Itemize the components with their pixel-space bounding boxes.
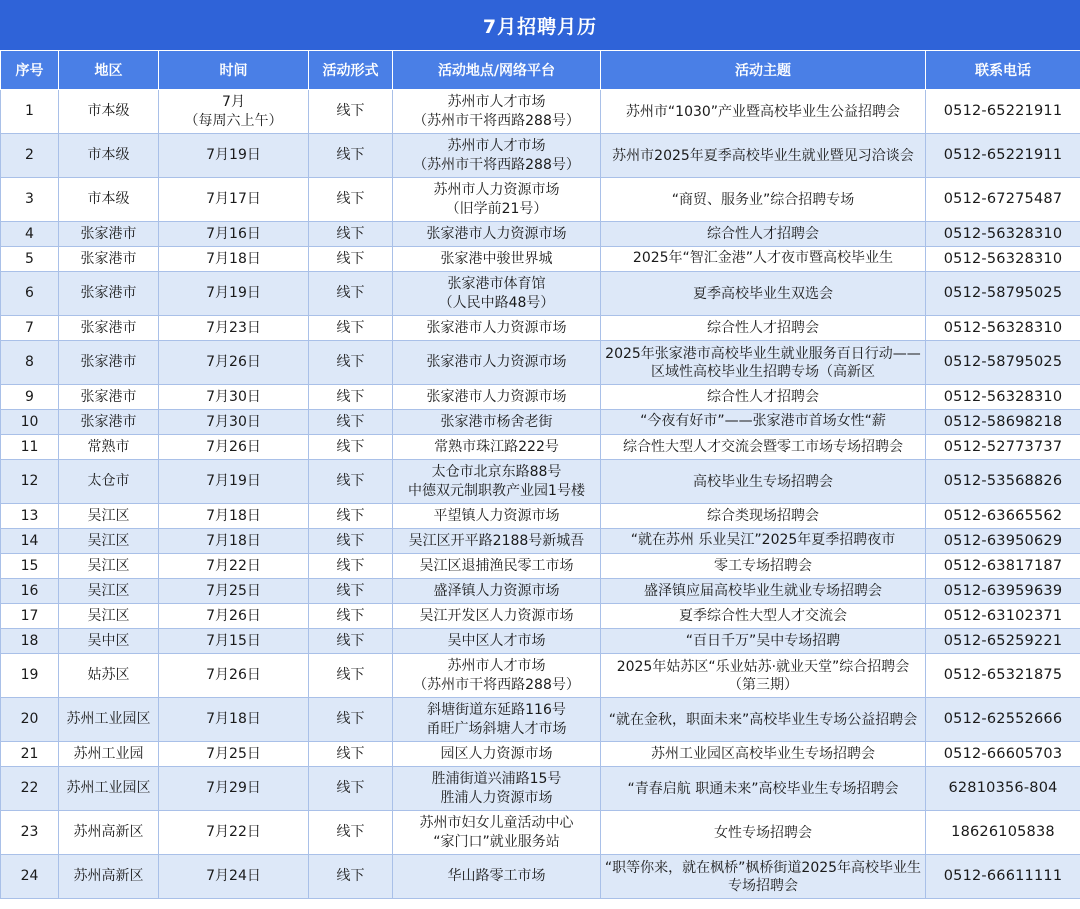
row-time: 7月29日 bbox=[159, 767, 309, 811]
row-venue: 盛泽镇人力资源市场 bbox=[393, 579, 601, 604]
row-form: 线下 bbox=[309, 811, 393, 855]
row-region: 苏州工业园区 bbox=[59, 698, 159, 742]
row-time: 7月23日 bbox=[159, 316, 309, 341]
header-venue: 活动地点/网络平台 bbox=[393, 51, 601, 90]
table-row bbox=[1, 460, 1080, 504]
row-form: 线下 bbox=[309, 554, 393, 579]
table-row bbox=[1, 767, 1080, 811]
row-index: 5 bbox=[1, 247, 59, 272]
row-topic-text: “今夜有好市”——张家港市首场女性“薪 bbox=[640, 413, 886, 429]
table-row bbox=[1, 385, 1080, 410]
row-topic-text: 2025年“智汇金港”人才夜市暨高校毕业生 bbox=[632, 250, 894, 266]
row-index: 7 bbox=[1, 316, 59, 341]
row-region: 吴江区 bbox=[59, 604, 159, 629]
row-form: 线下 bbox=[309, 460, 393, 504]
row-index: 3 bbox=[1, 178, 59, 222]
row-topic: “就在金秋，职面未来”高校毕业生专场公益招聘会 bbox=[601, 698, 926, 742]
row-phone: 0512-56328310 bbox=[926, 316, 1080, 341]
row-region: 吴江区 bbox=[59, 554, 159, 579]
row-region: 太仓市 bbox=[59, 460, 159, 504]
row-index: 20 bbox=[1, 698, 59, 742]
table-row bbox=[1, 579, 1080, 604]
row-time: 7月18日 bbox=[159, 504, 309, 529]
row-time: 7月30日 bbox=[159, 385, 309, 410]
row-venue: 苏州市人才市场 （苏州市干将西路288号） bbox=[393, 90, 601, 134]
row-time: 7月15日 bbox=[159, 629, 309, 654]
row-form: 线下 bbox=[309, 222, 393, 247]
row-topic: 苏州工业园区高校毕业生专场招聘会 bbox=[601, 742, 926, 767]
row-venue: 张家港市人力资源市场 bbox=[393, 316, 601, 341]
row-venue: 张家港市人力资源市场 bbox=[393, 385, 601, 410]
row-index: 15 bbox=[1, 554, 59, 579]
row-phone: 0512-58698218 bbox=[926, 410, 1080, 435]
row-venue: 苏州市人才市场 （苏州市干将西路288号） bbox=[393, 654, 601, 698]
row-venue: 苏州市人才市场 （苏州市干将西路288号） bbox=[393, 134, 601, 178]
row-time: 7月25日 bbox=[159, 742, 309, 767]
row-index: 13 bbox=[1, 504, 59, 529]
header-phone: 联系电话 bbox=[926, 51, 1080, 90]
row-form: 线下 bbox=[309, 579, 393, 604]
row-region: 常熟市 bbox=[59, 435, 159, 460]
row-form: 线下 bbox=[309, 316, 393, 341]
row-index: 16 bbox=[1, 579, 59, 604]
row-form: 线下 bbox=[309, 272, 393, 316]
row-venue: 吴江开发区人力资源市场 bbox=[393, 604, 601, 629]
table-row bbox=[1, 341, 1080, 385]
table-row bbox=[1, 222, 1080, 247]
row-form: 线下 bbox=[309, 435, 393, 460]
row-form: 线下 bbox=[309, 90, 393, 134]
row-region: 吴江区 bbox=[59, 529, 159, 554]
row-index: 1 bbox=[1, 90, 59, 134]
row-index: 19 bbox=[1, 654, 59, 698]
row-phone: 0512-63665562 bbox=[926, 504, 1080, 529]
row-topic: “青春启航 职通未来”高校毕业生专场招聘会 bbox=[601, 767, 926, 811]
row-time: 7月26日 bbox=[159, 435, 309, 460]
row-topic bbox=[601, 247, 926, 272]
row-phone: 18626105838 bbox=[926, 811, 1080, 855]
table-row bbox=[1, 134, 1080, 178]
row-form: 线下 bbox=[309, 410, 393, 435]
row-venue: 园区人力资源市场 bbox=[393, 742, 601, 767]
row-topic: 苏州市2025年夏季高校毕业生就业暨见习洽谈会 bbox=[601, 134, 926, 178]
row-time: 7月25日 bbox=[159, 579, 309, 604]
row-form: 线下 bbox=[309, 742, 393, 767]
table-row bbox=[1, 435, 1080, 460]
table-row bbox=[1, 698, 1080, 742]
row-topic: 夏季高校毕业生双选会 bbox=[601, 272, 926, 316]
table-row bbox=[1, 654, 1080, 698]
row-venue: 吴中区人才市场 bbox=[393, 629, 601, 654]
row-form: 线下 bbox=[309, 178, 393, 222]
row-index: 21 bbox=[1, 742, 59, 767]
row-phone: 0512-56328310 bbox=[926, 247, 1080, 272]
row-region: 市本级 bbox=[59, 134, 159, 178]
row-phone: 0512-67275487 bbox=[926, 178, 1080, 222]
row-venue: 张家港市人力资源市场 bbox=[393, 222, 601, 247]
table-row bbox=[1, 316, 1080, 341]
row-topic: 2025年张家港市高校毕业生就业服务百日行动——区域性高校毕业生招聘专场（高新区 bbox=[601, 341, 926, 385]
row-form: 线下 bbox=[309, 698, 393, 742]
table-row bbox=[1, 554, 1080, 579]
row-region: 姑苏区 bbox=[59, 654, 159, 698]
header-form: 活动形式 bbox=[309, 51, 393, 90]
row-form: 线下 bbox=[309, 385, 393, 410]
table-row bbox=[1, 529, 1080, 554]
table-row bbox=[1, 504, 1080, 529]
row-form: 线下 bbox=[309, 604, 393, 629]
row-topic: 盛泽镇应届高校毕业生就业专场招聘会 bbox=[601, 579, 926, 604]
row-index: 18 bbox=[1, 629, 59, 654]
row-topic bbox=[601, 529, 926, 554]
row-time: 7月19日 bbox=[159, 272, 309, 316]
row-form: 线下 bbox=[309, 341, 393, 385]
row-time: 7月18日 bbox=[159, 529, 309, 554]
table-row bbox=[1, 742, 1080, 767]
row-index: 11 bbox=[1, 435, 59, 460]
row-topic: “百日千万”吴中专场招聘 bbox=[601, 629, 926, 654]
table-row bbox=[1, 855, 1080, 899]
header-topic: 活动主题 bbox=[601, 51, 926, 90]
row-region: 张家港市 bbox=[59, 247, 159, 272]
row-topic: 2025年姑苏区“乐业姑苏·就业天堂”综合招聘会（第三期） bbox=[601, 654, 926, 698]
row-index: 14 bbox=[1, 529, 59, 554]
row-venue: 吴江区退捕渔民零工市场 bbox=[393, 554, 601, 579]
row-index: 10 bbox=[1, 410, 59, 435]
row-venue: 张家港市人力资源市场 bbox=[393, 341, 601, 385]
row-time: 7月19日 bbox=[159, 460, 309, 504]
row-index: 8 bbox=[1, 341, 59, 385]
row-topic: 高校毕业生专场招聘会 bbox=[601, 460, 926, 504]
row-phone: 0512-65221911 bbox=[926, 90, 1080, 134]
row-form: 线下 bbox=[309, 134, 393, 178]
row-topic: 夏季综合性大型人才交流会 bbox=[601, 604, 926, 629]
row-form: 线下 bbox=[309, 247, 393, 272]
row-region: 张家港市 bbox=[59, 385, 159, 410]
table-row bbox=[1, 178, 1080, 222]
row-phone: 0512-58795025 bbox=[926, 272, 1080, 316]
row-time: 7月30日 bbox=[159, 410, 309, 435]
row-topic bbox=[601, 410, 926, 435]
table-row bbox=[1, 90, 1080, 134]
row-topic: 综合性人才招聘会 bbox=[601, 316, 926, 341]
row-phone: 0512-56328310 bbox=[926, 385, 1080, 410]
row-topic: 女性专场招聘会 bbox=[601, 811, 926, 855]
row-time: 7月 （每周六上午） bbox=[159, 90, 309, 134]
row-venue: 张家港市体育馆 （人民中路48号） bbox=[393, 272, 601, 316]
row-venue: 斜塘街道东延路116号 甬旺广场斜塘人才市场 bbox=[393, 698, 601, 742]
row-phone: 0512-53568826 bbox=[926, 460, 1080, 504]
row-phone: 0512-62552666 bbox=[926, 698, 1080, 742]
row-time: 7月22日 bbox=[159, 554, 309, 579]
row-form: 线下 bbox=[309, 654, 393, 698]
row-index: 17 bbox=[1, 604, 59, 629]
row-time: 7月17日 bbox=[159, 178, 309, 222]
row-venue: 苏州市人力资源市场 （旧学前21号） bbox=[393, 178, 601, 222]
row-form: 线下 bbox=[309, 504, 393, 529]
row-topic: 零工专场招聘会 bbox=[601, 554, 926, 579]
row-phone: 0512-63959639 bbox=[926, 579, 1080, 604]
row-time: 7月16日 bbox=[159, 222, 309, 247]
row-region: 市本级 bbox=[59, 178, 159, 222]
table-row bbox=[1, 410, 1080, 435]
row-form: 线下 bbox=[309, 629, 393, 654]
page-title: 7月招聘月历 bbox=[0, 0, 1080, 50]
row-venue: 胜浦街道兴浦路15号 胜浦人力资源市场 bbox=[393, 767, 601, 811]
row-topic: “商贸、服务业”综合招聘专场 bbox=[601, 178, 926, 222]
row-region: 吴江区 bbox=[59, 504, 159, 529]
row-index: 24 bbox=[1, 855, 59, 899]
row-time: 7月19日 bbox=[159, 134, 309, 178]
row-index: 4 bbox=[1, 222, 59, 247]
row-region: 张家港市 bbox=[59, 272, 159, 316]
row-region: 苏州工业园区 bbox=[59, 767, 159, 811]
row-time: 7月26日 bbox=[159, 654, 309, 698]
row-phone: 0512-66611111 bbox=[926, 855, 1080, 899]
row-phone: 0512-65321875 bbox=[926, 654, 1080, 698]
row-venue: 苏州市妇女儿童活动中心 “家门口”就业服务站 bbox=[393, 811, 601, 855]
row-phone: 0512-66605703 bbox=[926, 742, 1080, 767]
row-phone: 62810356-804 bbox=[926, 767, 1080, 811]
row-time: 7月22日 bbox=[159, 811, 309, 855]
row-time: 7月26日 bbox=[159, 604, 309, 629]
row-index: 23 bbox=[1, 811, 59, 855]
row-topic-text: “就在苏州 乐业吴江”2025年夏季招聘夜市 bbox=[630, 532, 896, 548]
row-phone: 0512-65221911 bbox=[926, 134, 1080, 178]
row-venue: 太仓市北京东路88号 中德双元制职教产业园1号楼 bbox=[393, 460, 601, 504]
table-row bbox=[1, 811, 1080, 855]
row-time: 7月24日 bbox=[159, 855, 309, 899]
row-form: 线下 bbox=[309, 529, 393, 554]
row-phone: 0512-52773737 bbox=[926, 435, 1080, 460]
row-venue: 张家港中骏世界城 bbox=[393, 247, 601, 272]
row-index: 2 bbox=[1, 134, 59, 178]
row-topic: 综合类现场招聘会 bbox=[601, 504, 926, 529]
row-phone: 0512-56328310 bbox=[926, 222, 1080, 247]
row-form: 线下 bbox=[309, 855, 393, 899]
row-phone: 0512-63102371 bbox=[926, 604, 1080, 629]
row-phone: 0512-63817187 bbox=[926, 554, 1080, 579]
row-phone: 0512-58795025 bbox=[926, 341, 1080, 385]
table-row bbox=[1, 604, 1080, 629]
table-header-row bbox=[1, 51, 1080, 90]
row-region: 张家港市 bbox=[59, 410, 159, 435]
row-phone: 0512-65259221 bbox=[926, 629, 1080, 654]
row-time: 7月18日 bbox=[159, 247, 309, 272]
row-topic: 苏州市“1030”产业暨高校毕业生公益招聘会 bbox=[601, 90, 926, 134]
row-index: 6 bbox=[1, 272, 59, 316]
row-topic: “职等你来，就在枫桥”枫桥街道2025年高校毕业生专场招聘会 bbox=[601, 855, 926, 899]
row-time: 7月18日 bbox=[159, 698, 309, 742]
header-time: 时间 bbox=[159, 51, 309, 90]
row-region: 张家港市 bbox=[59, 341, 159, 385]
row-region: 市本级 bbox=[59, 90, 159, 134]
row-region: 苏州高新区 bbox=[59, 811, 159, 855]
row-topic: 综合性人才招聘会 bbox=[601, 385, 926, 410]
row-venue: 平望镇人力资源市场 bbox=[393, 504, 601, 529]
row-venue: 华山路零工市场 bbox=[393, 855, 601, 899]
row-region: 吴中区 bbox=[59, 629, 159, 654]
row-topic: 综合性人才招聘会 bbox=[601, 222, 926, 247]
row-index: 12 bbox=[1, 460, 59, 504]
row-index: 22 bbox=[1, 767, 59, 811]
row-time: 7月26日 bbox=[159, 341, 309, 385]
row-topic: 综合性大型人才交流会暨零工市场专场招聘会 bbox=[601, 435, 926, 460]
row-region: 张家港市 bbox=[59, 222, 159, 247]
row-venue: 常熟市珠江路222号 bbox=[393, 435, 601, 460]
row-venue: 吴江区开平路2188号新城吾 bbox=[393, 529, 601, 554]
row-venue: 张家港市杨舍老街 bbox=[393, 410, 601, 435]
table-row bbox=[1, 629, 1080, 654]
row-phone: 0512-63950629 bbox=[926, 529, 1080, 554]
row-region: 吴江区 bbox=[59, 579, 159, 604]
row-form: 线下 bbox=[309, 767, 393, 811]
table-row bbox=[1, 247, 1080, 272]
row-region: 苏州高新区 bbox=[59, 855, 159, 899]
header-region: 地区 bbox=[59, 51, 159, 90]
row-region: 张家港市 bbox=[59, 316, 159, 341]
row-index: 9 bbox=[1, 385, 59, 410]
recruitment-calendar-table bbox=[0, 50, 1080, 899]
row-region: 苏州工业园 bbox=[59, 742, 159, 767]
table-row bbox=[1, 272, 1080, 316]
header-index: 序号 bbox=[1, 51, 59, 90]
